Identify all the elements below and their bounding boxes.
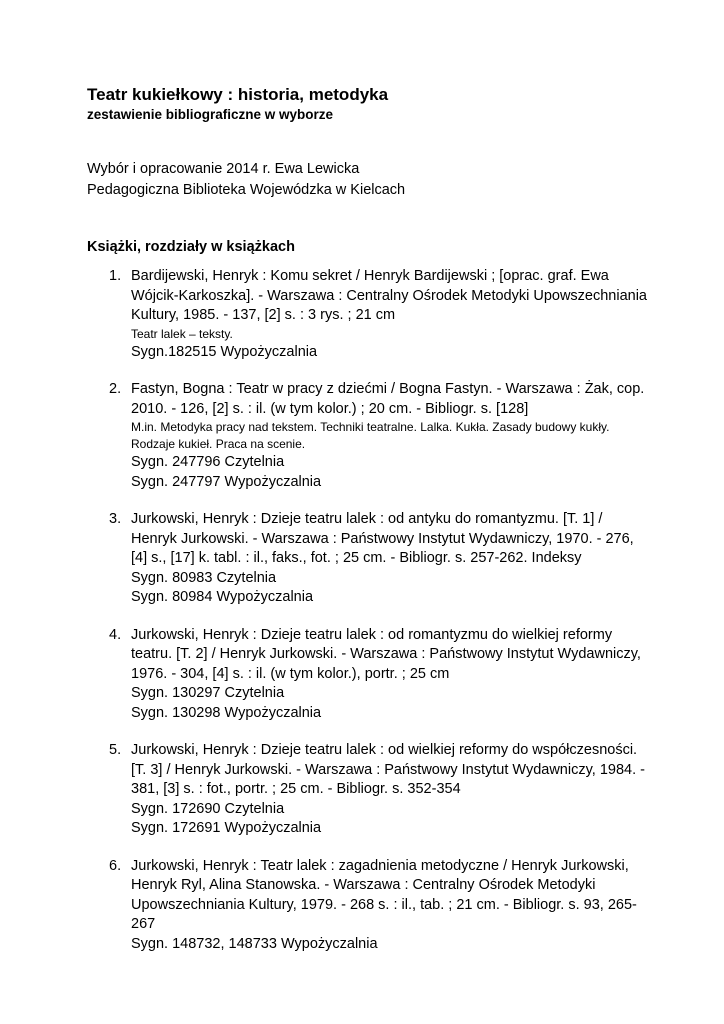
entry-citation: Jurkowski, Henryk : Dzieje teatru lalek : od wielkiej reformy do współczesności. [T. 3] / Henryk Jurkowski. - Warszawa : Państwowy Instytut Wydawniczy, 1984. - 381, [3] s. : fot., portr. ; 25 cm. - Bibliogr. s. 352-354 bbox=[131, 742, 645, 797]
compiler-line: Wybór i opracowanie 2014 r. Ewa Lewicka bbox=[87, 161, 360, 177]
entry-call-number: Sygn. 80983 Czytelnia bbox=[131, 569, 277, 586]
entry-citation: Bardijewski, Henryk : Komu sekret / Henryk Bardijewski ; [oprac. graf. Ewa Wójcik-Karkoszka]. - Warszawa : Centralny Ośrodek Metodyki Upowszechniania Kultury, 1985. - 137, [2] s. : 3 rys. ; 21 cm bbox=[131, 268, 647, 323]
entry-call-number: Sygn.182515 Wypożyczalnia bbox=[131, 343, 318, 360]
bibliography-entry bbox=[87, 380, 647, 492]
entry-number: 6. bbox=[109, 857, 122, 874]
document-page bbox=[87, 84, 647, 972]
bibliography-entry bbox=[87, 267, 647, 362]
entry-number: 4. bbox=[109, 626, 122, 643]
entry-citation: Jurkowski, Henryk : Dzieje teatru lalek : od romantyzmu do wielkiej reformy teatru. [T. 2] / Henryk Jurkowski. - Warszawa : Państwowy Instytut Wydawniczy, 1976. - 304, [4] s. : il. (w tym kolor.), portr. ; 25 cm bbox=[131, 626, 641, 682]
library-line: Pedagogiczna Biblioteka Wojewódzka w Kielcach bbox=[87, 182, 406, 198]
bibliography-entry bbox=[87, 510, 647, 608]
entry-call-number: Sygn. 172691 Wypożyczalnia bbox=[131, 820, 322, 836]
entry-citation: Jurkowski, Henryk : Dzieje teatru lalek : od antyku do romantyzmu. [T. 1] / Henryk Jurkowski. - Warszawa : Państwowy Instytut Wydawniczy, 1970. - 276, [4] s., [17] k. tabl. : il., faks., fot. ; 25 cm. - Bibliogr. s. 257-262. Indeksy bbox=[131, 511, 634, 566]
entry-citation: Fastyn, Bogna : Teatr w pracy z dziećmi / Bogna Fastyn. - Warszawa : Żak, cop. 2010. - 126, [2] s. : il. (w tym kolor.) ; 20 cm. - Bibliogr. s. [128] bbox=[131, 381, 645, 417]
entry-number: 1. bbox=[109, 268, 122, 284]
bibliography-entry bbox=[87, 741, 647, 839]
bibliography-list bbox=[87, 267, 647, 954]
entry-note: Teatr lalek – teksty. bbox=[131, 326, 233, 341]
entry-number: 2. bbox=[109, 381, 122, 397]
section-heading: Książki, rozdziały w książkach bbox=[87, 239, 295, 255]
entry-call-number: Sygn. 172690 Czytelnia bbox=[131, 800, 285, 817]
entry-call-number: Sygn. 130298 Wypożyczalnia bbox=[131, 704, 322, 721]
entry-number: 3. bbox=[109, 511, 122, 527]
entry-call-number: Sygn. 80984 Wypożyczalnia bbox=[131, 589, 314, 605]
bibliography-entry bbox=[87, 626, 647, 724]
entry-call-number: Sygn. 148732, 148733 Wypożyczalnia bbox=[131, 935, 378, 952]
bibliography-entry bbox=[87, 857, 647, 955]
document-title: Teatr kukiełkowy : historia, metodyka bbox=[87, 85, 389, 104]
entry-number: 5. bbox=[109, 742, 122, 758]
entry-call-number: Sygn. 130297 Czytelnia bbox=[131, 685, 285, 701]
entry-citation: Jurkowski, Henryk : Teatr lalek : zagadnienia metodyczne / Henryk Jurkowski, Henryk Ryl, Alina Stanowska. - Warszawa : Centralny Ośrodek Metodyki Upowszechniania Kultury, 1979. - 268 s. : il., tab. ; 21 cm. - Bibliogr. s. 93, 265-267 bbox=[131, 857, 637, 932]
entry-call-number: Sygn. 247797 Wypożyczalnia bbox=[131, 473, 322, 490]
entry-note: M.in. Metodyka pracy nad tekstem. Techniki teatralne. Lalka. Kukła. Zasady budowy kukły. Rodzaje kukieł. Praca na scenie. bbox=[131, 420, 610, 451]
document-subtitle: zestawienie bibliograficzne w wyborze bbox=[87, 107, 334, 122]
entry-call-number: Sygn. 247796 Czytelnia bbox=[131, 454, 285, 470]
credits-block bbox=[87, 159, 647, 201]
